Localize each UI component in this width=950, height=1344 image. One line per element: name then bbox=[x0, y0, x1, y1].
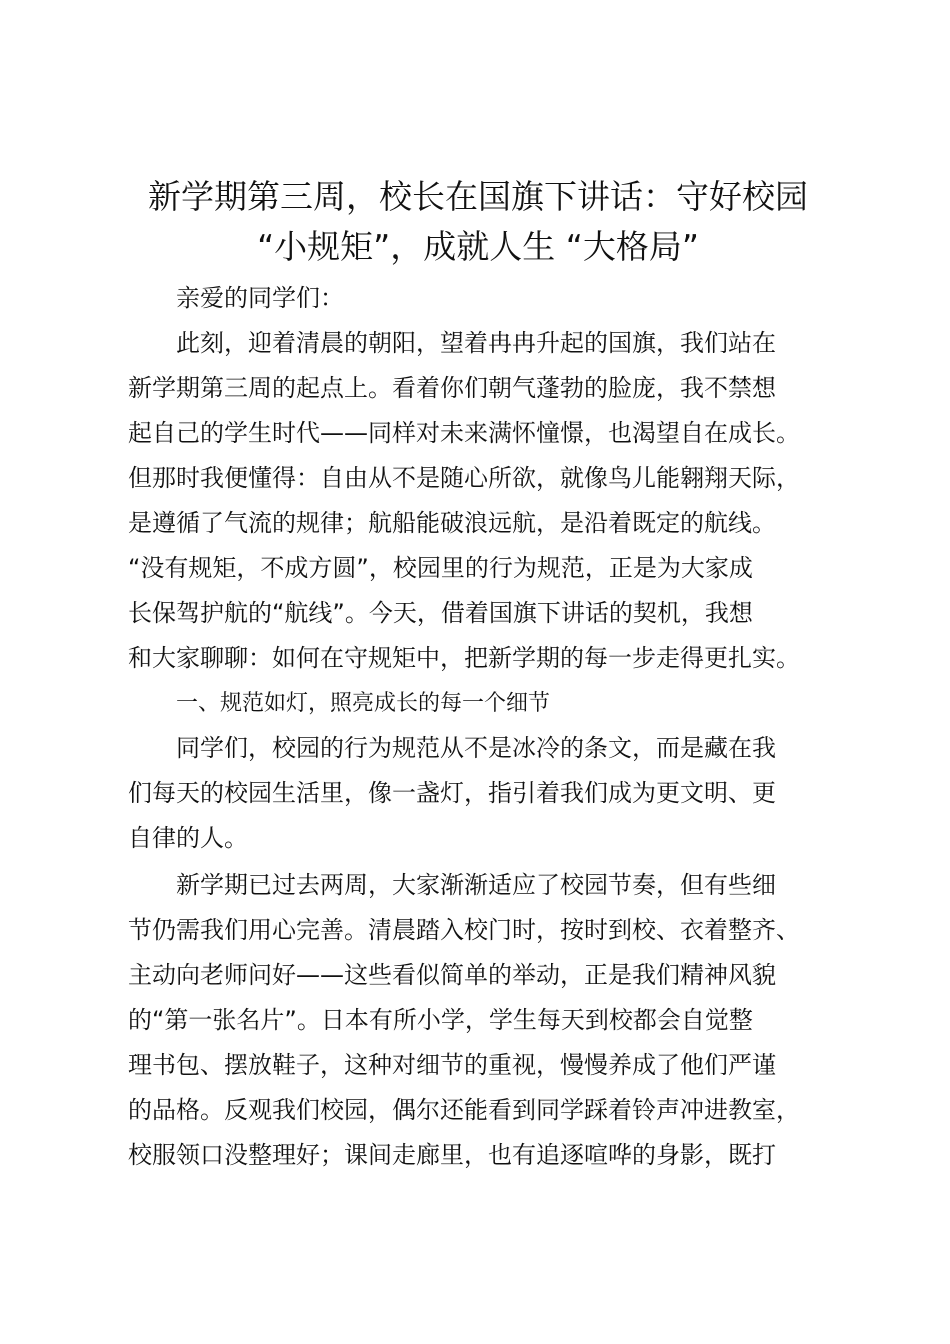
paragraph-line: 但那时我便懂得：自由从不是随心所欲，就像鸟儿能翱翔天际， bbox=[128, 464, 800, 492]
paragraph-line: 主动向老师问好——这些看似简单的举动，正是我们精神风貌 bbox=[128, 961, 776, 989]
paragraph-intro bbox=[128, 321, 828, 681]
title-line: “小规矩”，成就人生 “大格局” bbox=[257, 227, 699, 266]
paragraph-line: “没有规矩，不成方圆”，校园里的行为规范，正是为大家成 bbox=[128, 554, 753, 582]
section-heading: 一、规范如灯，照亮成长的每一个细节 bbox=[176, 691, 551, 716]
paragraph-line: 此刻，迎着清晨的朝阳，望着冉冉升起的国旗，我们站在 bbox=[176, 329, 776, 357]
paragraph-line: 节仍需我们用心完善。清晨踏入校门时，按时到校、衣着整齐、 bbox=[128, 916, 800, 944]
paragraph-line: 的“第一张名片”。日本有所小学，学生每天到校都会自觉整 bbox=[128, 1006, 753, 1034]
paragraph-line: 校服领口没整理好；课间走廊里，也有追逐喧哗的身影，既打 bbox=[128, 1141, 776, 1169]
document-title bbox=[128, 172, 828, 272]
paragraph-details bbox=[128, 863, 828, 1178]
paragraph-line: 新学期已过去两周，大家渐渐适应了校园节奏，但有些细 bbox=[176, 871, 776, 899]
document-body bbox=[128, 172, 828, 1178]
paragraph-line: 是遵循了气流的规律；航船能破浪远航，是沿着既定的航线。 bbox=[128, 509, 776, 537]
paragraph-line: 自律的人。 bbox=[128, 824, 248, 852]
paragraph-line: 起自己的学生时代——同样对未来满怀憧憬，也渴望自在成长。 bbox=[128, 419, 800, 447]
title-line: 新学期第三周，校长在国旗下讲话：守好校园 bbox=[148, 177, 808, 216]
salutation: 亲爱的同学们： bbox=[176, 284, 344, 312]
paragraph-line: 理书包、摆放鞋子，这种对细节的重视，慢慢养成了他们严谨 bbox=[128, 1051, 776, 1079]
paragraph-line: 长保驾护航的“航线”。今天，借着国旗下讲话的契机，我想 bbox=[128, 599, 753, 627]
paragraph-line: 们每天的校园生活里，像一盏灯，指引着我们成为更文明、更 bbox=[128, 779, 776, 807]
paragraph-line: 新学期第三周的起点上。看着你们朝气蓬勃的脸庞，我不禁想 bbox=[128, 374, 776, 402]
paragraph-section-intro bbox=[128, 726, 828, 861]
paragraph-line: 同学们，校园的行为规范从不是冰冷的条文，而是藏在我 bbox=[176, 734, 776, 762]
paragraph-line: 的品格。反观我们校园，偶尔还能看到同学踩着铃声冲进教室， bbox=[128, 1096, 800, 1124]
paragraph-line: 和大家聊聊：如何在守规矩中，把新学期的每一步走得更扎实。 bbox=[128, 644, 800, 672]
